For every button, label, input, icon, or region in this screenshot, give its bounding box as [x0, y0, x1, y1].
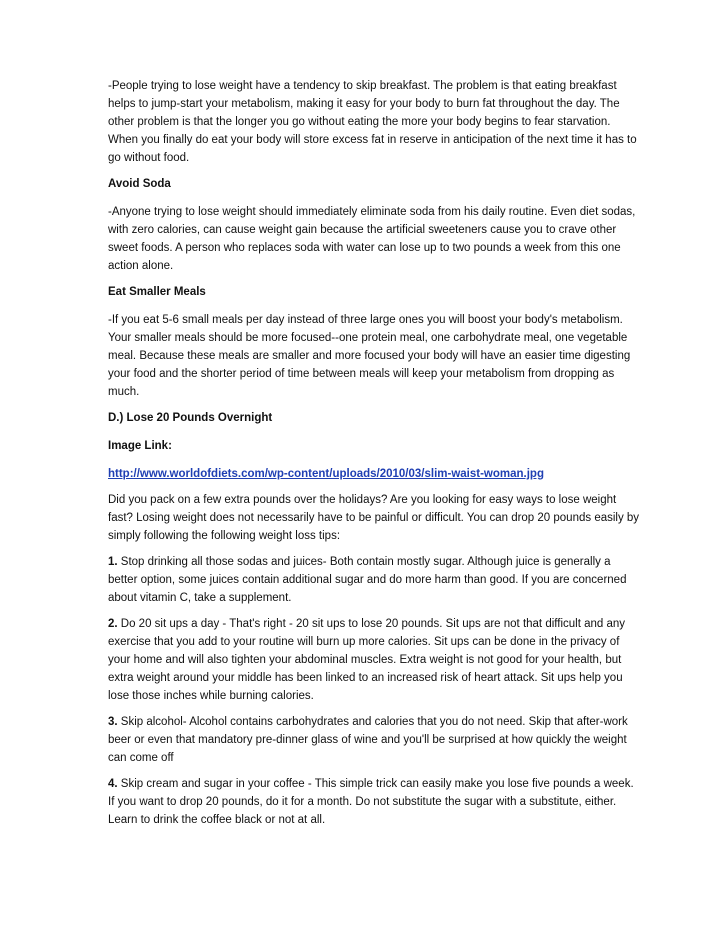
- tip-2: [108, 615, 643, 705]
- image-link-label: Image Link:: [108, 440, 172, 452]
- tip-text: Stop drinking all those sodas and juices- Both contain mostly sugar. Although juice is generally a better option, some juices contain additional sugar and do more harm than good. If you are concerned about vitamin C, take a supplement.: [108, 556, 627, 604]
- tip-1: [108, 553, 643, 607]
- tip-number: 3.: [108, 716, 118, 728]
- heading-eat-smaller-meals: Eat Smaller Meals: [108, 286, 206, 298]
- paragraph-breakfast: -People trying to lose weight have a tendency to skip breakfast. The problem is that eating breakfast helps to jump-start your metabolism, making it easy for your body to burn fat throughout the day. The other problem is that the longer you go without eating the more your body begins to fear starvation. When you finally do eat your body will store excess fat in reserve in anticipation of the next time it has to go without food.: [108, 80, 637, 164]
- paragraph-avoid-soda: -Anyone trying to lose weight should immediately eliminate soda from his daily routine. Even diet sodas, with zero calories, can cause weight gain because the artificial sweeteners cause you to crave other sweet foods. A person who replaces soda with water can lose up to two pounds a week from this one action alone.: [108, 206, 636, 272]
- heading-lose-20-pounds: D.) Lose 20 Pounds Overnight: [108, 412, 273, 424]
- image-link-paragraph: [108, 465, 643, 483]
- tip-text: Do 20 sit ups a day - That's right - 20 sit ups to lose 20 pounds. Sit ups are not that difficult and any exercise that you add to your routine will burn up more calories. Sit ups can be done in the privacy of your home and will also tighten your abdominal muscles. Extra weight is not good for your health, but extra weight around your middle has been linked to an increased risk of heart attack. Sit ups help you lose those inches while burning calories.: [108, 618, 626, 702]
- tip-number: 2.: [108, 618, 118, 630]
- tip-text: Skip alcohol- Alcohol contains carbohydrates and calories that you do not need. Skip that after-work beer or even that mandatory pre-dinner glass of wine and you'll be surprised at how quickly the weight can come off: [108, 716, 628, 764]
- tip-4: [108, 775, 643, 829]
- document-body: [108, 77, 643, 837]
- tip-number: 4.: [108, 778, 118, 790]
- image-link[interactable]: http://www.worldofdiets.com/wp-content/uploads/2010/03/slim-waist-woman.jpg: [108, 468, 544, 480]
- tip-text: Skip cream and sugar in your coffee - This simple trick can easily make you lose five pounds a week. If you want to drop 20 pounds, do it for a month. Do not substitute the sugar with a substitute, either. Learn to drink the coffee black or not at all.: [108, 778, 634, 826]
- tip-number: 1.: [108, 556, 118, 568]
- paragraph-intro: Did you pack on a few extra pounds over the holidays? Are you looking for easy ways to lose weight fast? Losing weight does not necessarily have to be painful or difficult. You can drop 20 pounds easily by simply following the following weight loss tips:: [108, 494, 640, 542]
- paragraph-smaller-meals: -If you eat 5-6 small meals per day instead of three large ones you will boost your body's metabolism. Your smaller meals should be more focused--one protein meal, one carbohydrate meal, one vegetable meal. Because these meals are smaller and more focused your body will have an easier time digesting your food and the shorter period of time between meals will keep your metabolism from dropping as much.: [108, 314, 631, 398]
- heading-avoid-soda: Avoid Soda: [108, 178, 171, 190]
- tip-3: [108, 713, 643, 767]
